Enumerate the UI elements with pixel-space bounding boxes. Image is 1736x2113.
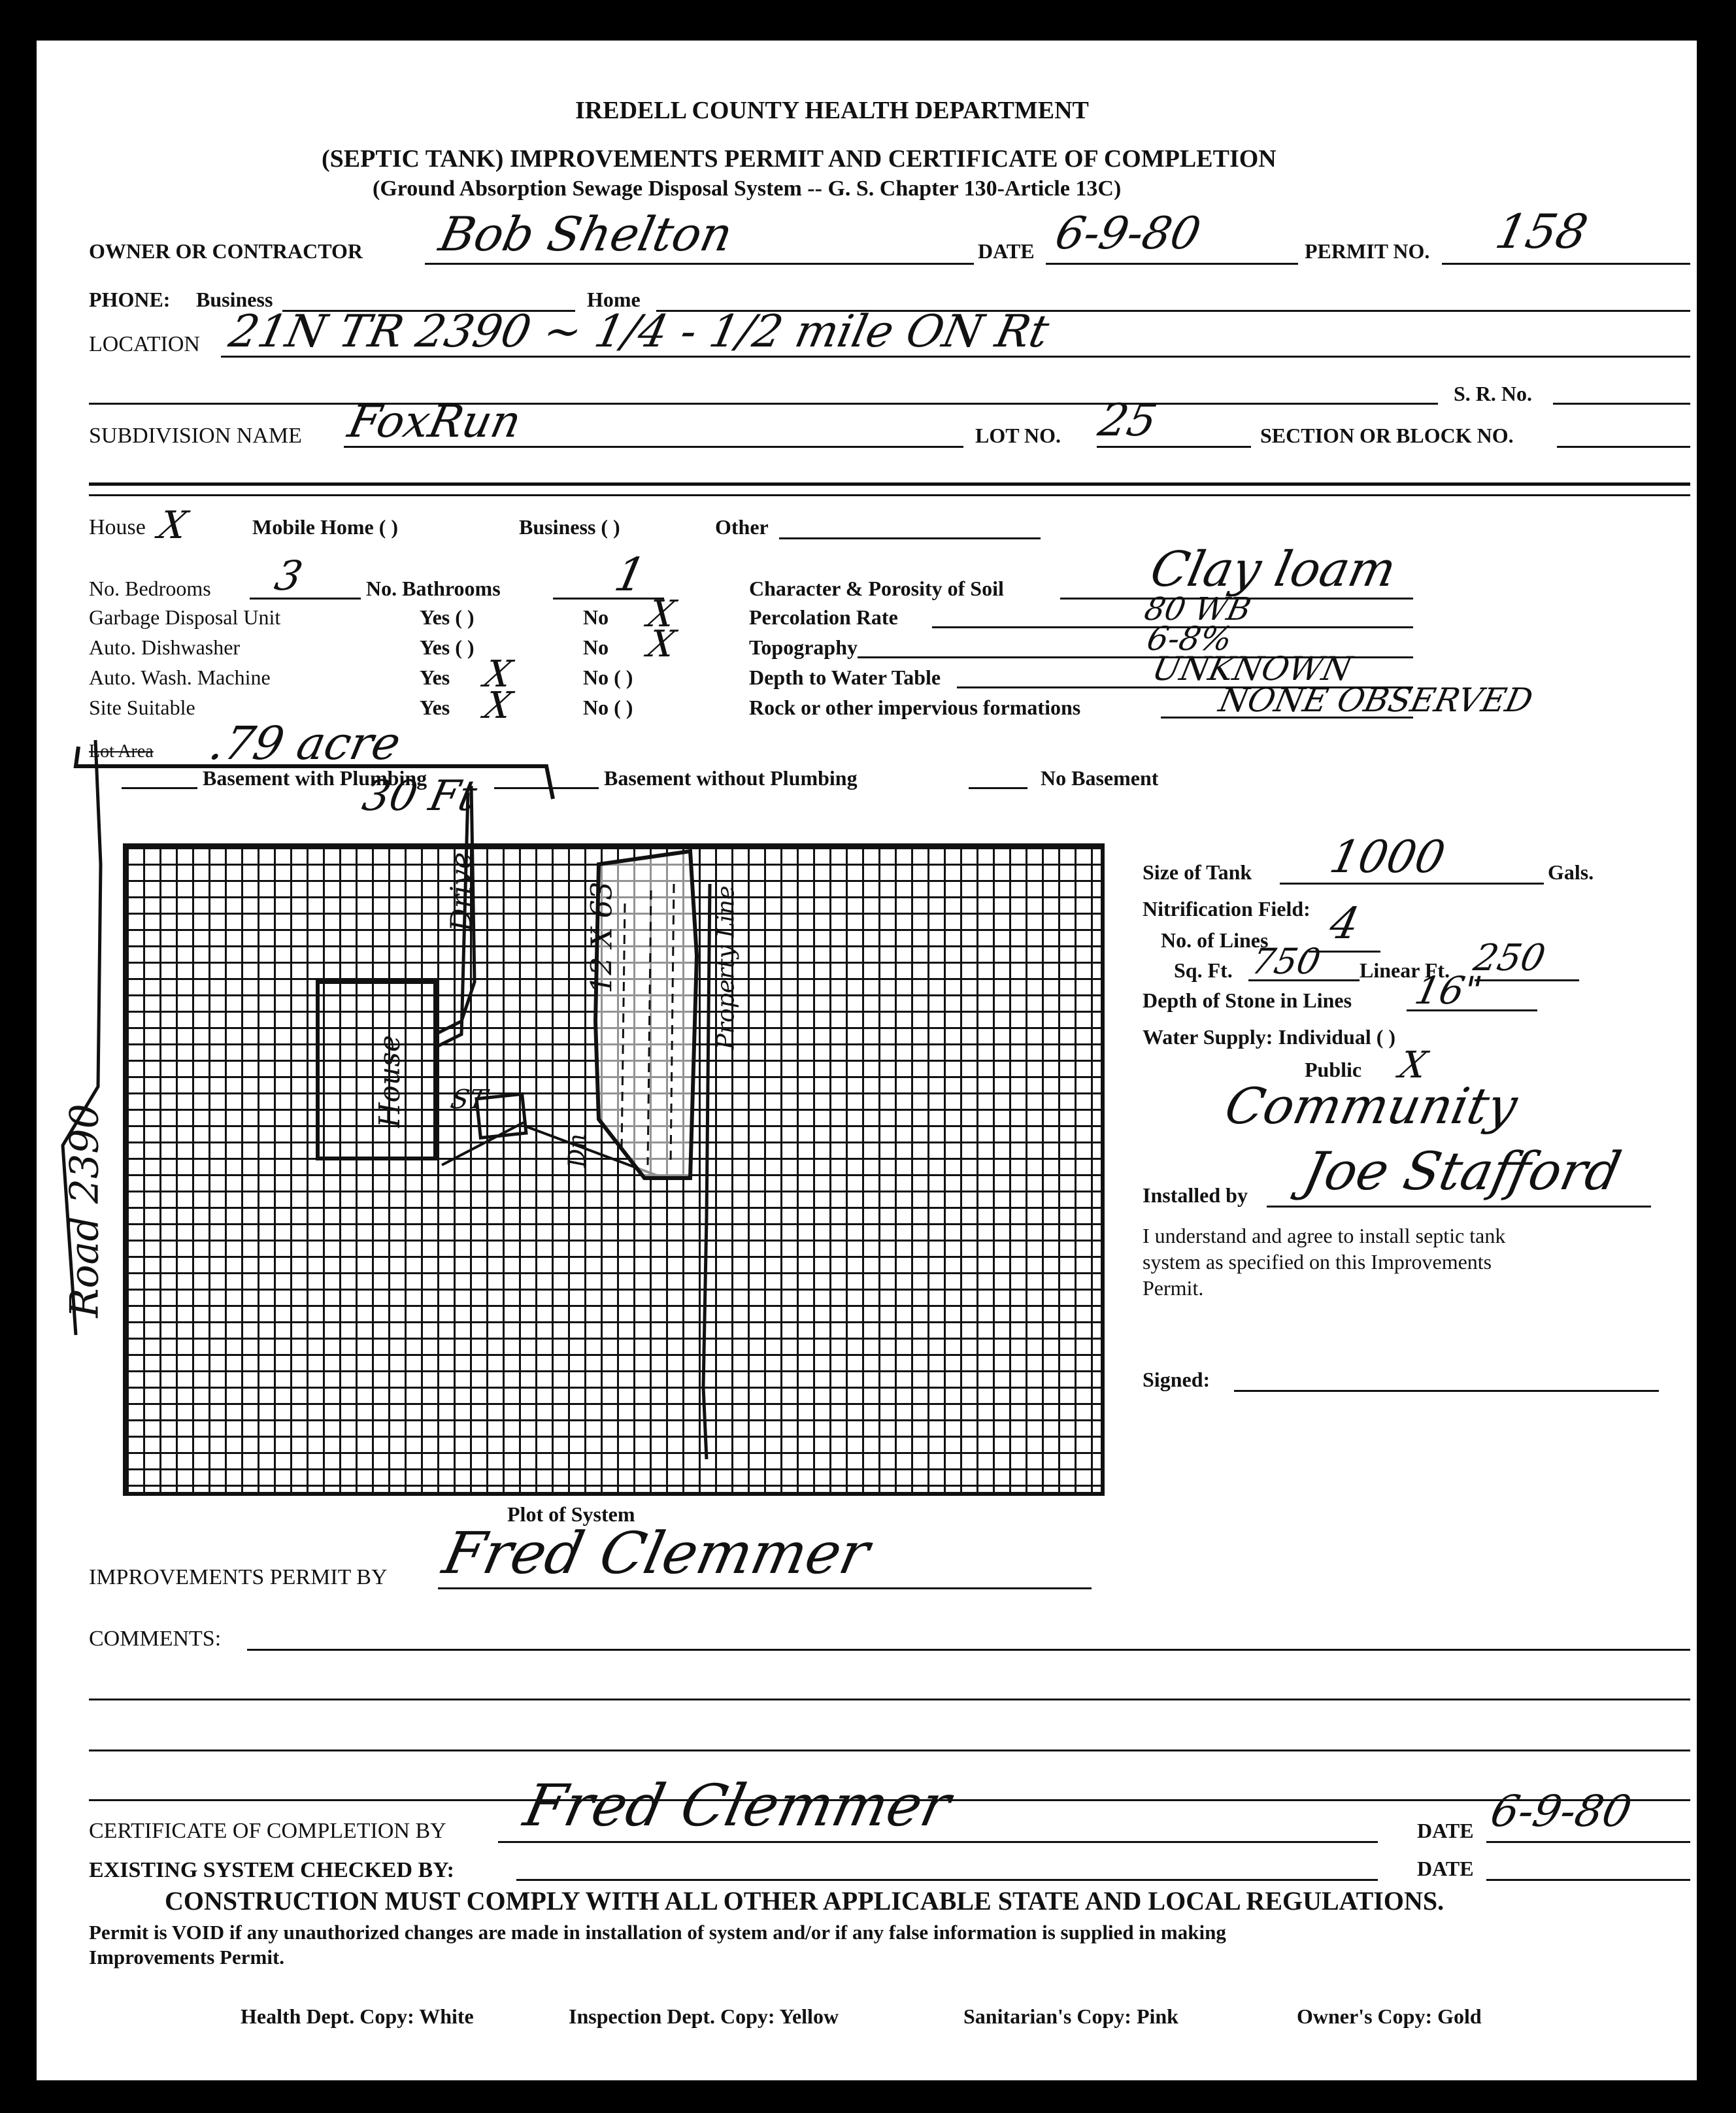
permit-value: 158 <box>1491 204 1593 259</box>
lines-label: No. of Lines <box>1161 928 1269 952</box>
house-mark: X <box>154 503 192 547</box>
appliance-no: No ( ) <box>583 666 633 689</box>
permit-form <box>37 41 1697 2080</box>
public-mark: X <box>1395 1044 1431 1087</box>
lot-no-value: 25 <box>1093 395 1162 447</box>
mobile-home-label: Mobile Home ( ) <box>252 515 399 539</box>
soil-value: UNKNOWN <box>1148 650 1356 688</box>
appliance-mark: X <box>480 653 516 696</box>
nitrification-label: Nitrification Field: <box>1143 897 1310 921</box>
void-notice-line: Permit is VOID if any unauthorized changes are made in installation of system and/or if any false information is supplied in making <box>89 1921 1226 1944</box>
plot-down-label: Dn <box>564 1133 592 1168</box>
business-phone-label: Business <box>196 288 273 311</box>
phone-label: PHONE: <box>89 288 171 311</box>
stone-depth-value: 16" <box>1410 968 1486 1013</box>
bathrooms-label: No. Bathrooms <box>366 577 501 600</box>
sr-no-label: S. R. No. <box>1454 382 1533 405</box>
plot-property-label: Property Line <box>712 885 740 1050</box>
compliance-notice: CONSTRUCTION MUST COMPLY WITH ALL OTHER APPLICABLE STATE AND LOCAL REGULATIONS. <box>165 1886 1444 1916</box>
soil-label: Rock or other impervious formations <box>749 696 1081 719</box>
linear-line <box>1475 979 1579 981</box>
no-basement-label: No Basement <box>1041 766 1159 790</box>
business-type-label: Business ( ) <box>519 515 620 539</box>
existing-label: EXISTING SYSTEM CHECKED BY: <box>89 1858 454 1882</box>
appliance-mark: X <box>644 593 679 635</box>
permit-label: PERMIT NO. <box>1305 239 1430 263</box>
owner-value: Bob Shelton <box>435 207 738 262</box>
installed-by-value: Joe Stafford <box>1298 1141 1626 1202</box>
installed-by-line <box>1267 1206 1651 1208</box>
location-value: 21N TR 2390 ~ 1/4 - 1/2 mile ON Rt <box>224 306 1054 358</box>
plot-drive-label: Drive <box>444 852 478 932</box>
appliance-no: No ( ) <box>583 696 633 719</box>
owner-label: OWNER OR CONTRACTOR <box>89 239 363 263</box>
house-label: House <box>89 515 146 539</box>
appliance-yes: Yes ( ) <box>420 605 475 629</box>
tank-size-value: 1000 <box>1325 832 1450 883</box>
soil-value: Clay loam <box>1145 541 1401 598</box>
plot-field-label: 12 X 63 <box>585 881 619 994</box>
date-value: 6-9-80 <box>1050 208 1205 260</box>
lines-value: 4 <box>1325 898 1364 949</box>
appliance-no: No <box>583 635 609 659</box>
copy-distribution: Owner's Copy: Gold <box>1297 2004 1482 2028</box>
appliance-mark: X <box>644 623 679 666</box>
certificate-date-line <box>1486 1841 1690 1843</box>
appliance-yes: Yes <box>420 696 450 719</box>
other-type-label: Other <box>715 515 769 539</box>
comments-line-3 <box>89 1750 1690 1751</box>
tank-size-label: Size of Tank <box>1143 860 1252 884</box>
linear-label: Linear Ft. <box>1360 958 1450 982</box>
copy-distribution: Inspection Dept. Copy: Yellow <box>569 2004 839 2028</box>
home-phone-label: Home <box>587 288 641 311</box>
lot-no-label: LOT NO. <box>975 424 1061 447</box>
soil-label: Topography <box>749 635 858 659</box>
plot-caption: Plot of System <box>507 1502 635 1526</box>
agreement-line: system as specified on this Improvements <box>1143 1250 1492 1274</box>
water-supply-label: Water Supply: Individual ( ) <box>1143 1025 1396 1049</box>
linear-value: 250 <box>1470 937 1549 979</box>
appliance-mark: X <box>480 685 516 727</box>
soil-label: Character & Porosity of Soil <box>749 577 1004 600</box>
existing-date-label: DATE <box>1417 1857 1474 1880</box>
signed-label: Signed: <box>1143 1368 1210 1391</box>
copy-distribution: Health Dept. Copy: White <box>241 2004 474 2028</box>
form-subtitle: (Ground Absorption Sewage Disposal System -- G. S. Chapter 130-Article 13C) <box>373 177 1122 201</box>
plot-house-label: House <box>373 1035 407 1128</box>
plot-tank-label: ST <box>448 1085 490 1115</box>
gals-label: Gals. <box>1548 860 1594 884</box>
basement-overwrite: 30 Ft <box>358 772 481 820</box>
soil-value: 80 WB <box>1141 591 1254 628</box>
soil-value: 6-8% <box>1143 620 1236 658</box>
plot-road-label: Road 2390 <box>61 1104 108 1318</box>
subdivision-value: FoxRun <box>343 396 526 448</box>
soil-label: Percolation Rate <box>749 605 898 629</box>
appliance-label: Site Suitable <box>89 696 195 719</box>
existing-line <box>516 1879 1378 1881</box>
comments-line-2 <box>89 1699 1690 1700</box>
existing-date-line <box>1486 1879 1690 1881</box>
appliance-yes: Yes ( ) <box>420 635 475 659</box>
void-notice-line: Improvements Permit. <box>89 1946 285 1969</box>
certificate-value: Fred Clemmer <box>518 1772 957 1839</box>
appliance-label: Auto. Dishwasher <box>89 635 241 659</box>
certificate-date-value: 6-9-80 <box>1486 1786 1636 1836</box>
department-title: IREDELL COUNTY HEALTH DEPARTMENT <box>575 97 1089 124</box>
community-value: Community <box>1220 1077 1523 1135</box>
location-label: LOCATION <box>89 332 200 356</box>
installed-by-label: Installed by <box>1143 1183 1248 1207</box>
improvements-label: IMPROVEMENTS PERMIT BY <box>89 1565 388 1589</box>
date-label: DATE <box>978 239 1035 263</box>
comments-line <box>247 1649 1690 1651</box>
agreement-line: I understand and agree to install septic tank <box>1143 1224 1506 1247</box>
lot-boundary-line <box>76 747 553 799</box>
signed-line <box>1234 1390 1659 1392</box>
certificate-label: CERTIFICATE OF COMPLETION BY <box>89 1819 446 1843</box>
appliance-yes: Yes <box>420 666 450 689</box>
subdivision-label: SUBDIVISION NAME <box>89 424 302 448</box>
stone-depth-label: Depth of Stone in Lines <box>1143 989 1352 1012</box>
sqft-value: 750 <box>1248 941 1324 982</box>
certificate-date-label: DATE <box>1417 1819 1474 1842</box>
comments-label: COMMENTS: <box>89 1627 222 1651</box>
lot-area-value: .79 acre <box>205 717 406 770</box>
certificate-line <box>498 1841 1378 1843</box>
agreement-line: Permit. <box>1143 1276 1204 1300</box>
property-line <box>703 884 710 1459</box>
bedrooms-label: No. Bedrooms <box>89 577 211 600</box>
improvements-line <box>438 1587 1092 1589</box>
soil-value: NONE OBSERVED <box>1215 681 1537 719</box>
section-label: SECTION OR BLOCK NO. <box>1260 424 1514 447</box>
form-title: (SEPTIC TANK) IMPROVEMENTS PERMIT AND CERTIFICATE OF COMPLETION <box>322 145 1277 173</box>
soil-label: Depth to Water Table <box>749 666 941 689</box>
public-label: Public <box>1305 1058 1362 1081</box>
appliance-label: Auto. Wash. Machine <box>89 666 271 689</box>
basement-with-label: Basement with Plumbing <box>203 766 427 790</box>
lot-area-label: Lot Area <box>89 741 154 762</box>
appliance-no: No <box>583 605 609 629</box>
bathrooms-value: 1 <box>610 548 651 601</box>
appliance-label: Garbage Disposal Unit <box>89 605 281 629</box>
bedrooms-value: 3 <box>271 552 307 600</box>
sqft-label: Sq. Ft. <box>1174 958 1233 982</box>
basement-without-label: Basement without Plumbing <box>604 766 858 790</box>
improvements-value: Fred Clemmer <box>437 1519 876 1587</box>
copy-distribution: Sanitarian's Copy: Pink <box>963 2004 1178 2028</box>
